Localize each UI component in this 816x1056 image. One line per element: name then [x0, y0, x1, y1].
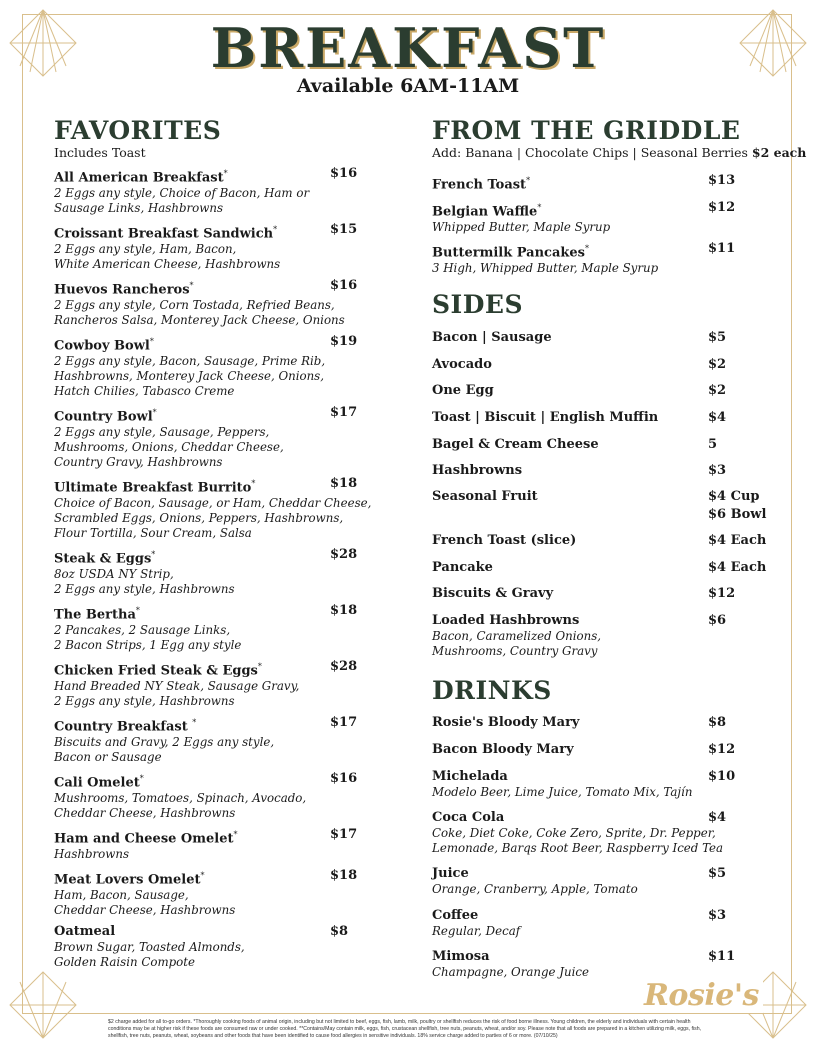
- favorites-item-price-value: $15: [330, 222, 358, 237]
- sides-item-price-value: $2: [708, 357, 727, 372]
- sides-item-price: [708, 410, 726, 426]
- drinks-item-description: Regular, Decaf: [432, 924, 521, 938]
- favorites-item-price-value: $18: [330, 476, 358, 491]
- sides-item: [432, 463, 522, 479]
- griddle-item-price: [708, 241, 735, 257]
- drinks-item-description: Champagne, Orange Juice: [432, 965, 589, 979]
- drinks-item-description: Lemonade, Barqs Root Beer, Raspberry Iced Tea: [432, 841, 724, 855]
- favorites-item-price: [330, 547, 357, 563]
- favorites-item-name: [54, 827, 238, 847]
- favorites-item-price: [330, 924, 348, 940]
- favorites-item-name: [54, 715, 274, 735]
- sides-item: [432, 330, 552, 346]
- drinks-item-price-value: $5: [708, 866, 727, 881]
- drinks-item-price-value: $10: [708, 769, 736, 784]
- favorites-item-price-value: $18: [330, 868, 358, 883]
- sides-item-price-value-2: $6 Bowl: [708, 507, 767, 522]
- favorites-item-description: 2 Eggs any style, Ham, Bacon,: [54, 242, 237, 257]
- drinks-item: [432, 742, 574, 758]
- corner-ornament-bottom-left: [8, 970, 78, 1040]
- favorites-item-description: Golden Raisin Compote: [54, 955, 196, 969]
- favorites-item-price-value: $16: [330, 166, 358, 181]
- griddle-item-name: [432, 200, 610, 220]
- sides-item-price: [708, 357, 726, 373]
- sides-item-price-value: $3: [708, 463, 727, 478]
- griddle-item-name: [432, 173, 530, 193]
- sides-item: [432, 586, 553, 602]
- asterisk-mark: *: [526, 176, 531, 185]
- favorites-item-price-value: $17: [330, 405, 358, 420]
- favorites-item-description: 8oz USDA NY Strip,: [54, 567, 174, 582]
- favorites-item-description: Scrambled Eggs, Onions, Peppers, Hashbrowns,: [54, 511, 344, 526]
- drinks-item-name: [432, 908, 520, 924]
- favorites-title: FAVORITES: [54, 116, 222, 145]
- drinks-item: [432, 810, 723, 856]
- sides-item-name: [432, 560, 493, 576]
- favorites-item: [54, 278, 345, 328]
- griddle-item-name: [432, 241, 658, 261]
- favorites-item: [54, 222, 280, 272]
- drinks-item-name-text: Mimosa: [432, 949, 490, 964]
- favorites-item-description: Rancheros Salsa, Monterey Jack Cheese, Onions: [54, 313, 345, 328]
- drinks-item-name-text: Coffee: [432, 908, 479, 923]
- asterisk-mark: *: [273, 225, 278, 234]
- favorites-item-description: Hatch Chilies, Tabasco Creme: [54, 384, 235, 399]
- griddle-item-price: [708, 173, 735, 189]
- favorites-item-price-value: $8: [330, 924, 349, 939]
- drinks-item-price: [708, 769, 735, 785]
- favorites-item-description: 2 Eggs any style, Corn Tostada, Refried Beans,: [54, 298, 335, 313]
- favorites-item-description: White American Cheese, Hashbrowns: [54, 257, 281, 272]
- sides-item-name: [432, 463, 522, 479]
- drinks-item: [432, 715, 579, 731]
- drinks-item-price-value: $4: [708, 810, 727, 825]
- favorites-item: [54, 334, 325, 399]
- favorites-item-description: Sausage Links, Hashbrowns: [54, 201, 224, 216]
- drinks-item-name-text: Michelada: [432, 769, 508, 784]
- favorites-item-description: 2 Eggs any style, Hashbrowns: [54, 694, 235, 709]
- favorites-item-name: [54, 659, 299, 679]
- drinks-item-description: Coke, Diet Coke, Coke Zero, Sprite, Dr. Pepper,: [432, 826, 716, 840]
- drinks-item: [432, 866, 638, 897]
- favorites-item: [54, 547, 235, 597]
- favorites-item-name: [54, 603, 241, 623]
- favorites-item-name: [54, 771, 306, 791]
- sides-item-price: [708, 489, 766, 523]
- sides-item: [432, 613, 601, 659]
- drinks-item-name-text: Juice: [432, 866, 469, 881]
- favorites-item: [54, 924, 245, 970]
- favorites-item: [54, 603, 241, 653]
- favorites-item-name-text: Croissant Breakfast Sandwich: [54, 226, 274, 242]
- sides-item-name: [432, 489, 538, 505]
- sides-item: [432, 489, 538, 505]
- favorites-item-name-text: Chicken Fried Steak & Eggs: [54, 663, 258, 679]
- drinks-item-name: [432, 742, 574, 758]
- griddle-item-description: 3 High, Whipped Butter, Maple Syrup: [432, 261, 659, 276]
- favorites-note: Includes Toast: [54, 145, 146, 160]
- favorites-item-name: [54, 405, 284, 425]
- sides-item-name-text: Biscuits & Gravy: [432, 586, 554, 601]
- favorites-item-description: Biscuits and Gravy, 2 Eggs any style,: [54, 735, 275, 750]
- griddle-item-price: [708, 200, 735, 216]
- sides-item-price: [708, 613, 726, 629]
- sides-item-name: [432, 410, 658, 426]
- favorites-item-description: Flour Tortilla, Sour Cream, Salsa: [54, 526, 252, 541]
- drinks-item: [432, 908, 520, 939]
- sides-item-name: [432, 613, 601, 629]
- favorites-item-price: [330, 278, 357, 294]
- favorites-item-name-text: Oatmeal: [54, 924, 116, 939]
- griddle-note: [432, 145, 806, 160]
- sides-item-price: [708, 330, 726, 346]
- favorites-item-price-value: $17: [330, 715, 358, 730]
- favorites-item-price: [330, 659, 357, 675]
- rosies-logo: Rosie's: [640, 978, 763, 1013]
- favorites-item-price-value: $16: [330, 278, 358, 293]
- favorites-item-description: 2 Bacon Strips, 1 Egg any style: [54, 638, 242, 653]
- favorites-item-description: Mushrooms, Tomatoes, Spinach, Avocado,: [54, 791, 307, 806]
- page-subtitle: Available 6AM-11AM: [296, 75, 520, 97]
- favorites-item-price: [330, 715, 357, 731]
- favorites-item-name-text: Huevos Rancheros: [54, 282, 190, 298]
- asterisk-mark: *: [135, 606, 140, 615]
- drinks-item-name: [432, 949, 589, 965]
- favorites-item: [54, 476, 371, 541]
- sides-item-name: [432, 586, 553, 602]
- drinks-item-price-value: $3: [708, 908, 727, 923]
- favorites-item-name-text: Meat Lovers Omelet: [54, 872, 201, 888]
- sides-item-price-value: $6: [708, 613, 727, 628]
- favorites-item-description: 2 Eggs any style, Hashbrowns: [54, 582, 235, 597]
- sides-item-name-text: Bagel & Cream Cheese: [432, 437, 599, 452]
- favorites-item-name-text: Country Breakfast: [54, 719, 193, 735]
- drinks-item-description: Modelo Beer, Lime Juice, Tomato Mix, Tajín: [432, 785, 693, 799]
- drinks-item-name-text: Bacon Bloody Mary: [432, 742, 574, 757]
- page-title: BREAKFAST: [210, 16, 606, 80]
- asterisk-mark: *: [233, 830, 238, 839]
- griddle-item-price-value: $12: [708, 200, 736, 215]
- drinks-item-price: [708, 742, 735, 758]
- sides-item-price: [708, 463, 726, 479]
- sides-item-description: Mushrooms, Country Gravy: [432, 644, 598, 658]
- favorites-item-description: Mushrooms, Onions, Cheddar Cheese,: [54, 440, 284, 455]
- sides-item-name: [432, 330, 552, 346]
- drinks-item-price: [708, 810, 726, 826]
- sides-item-name: [432, 533, 576, 549]
- sides-item-price-value: $5: [708, 330, 727, 345]
- griddle-title: FROM THE GRIDDLE: [432, 116, 741, 145]
- griddle-note-text: Add: Banana | Chocolate Chips | Seasonal Berries: [432, 145, 748, 160]
- sides-item-name-text: Hashbrowns: [432, 463, 523, 478]
- favorites-item-price: [330, 334, 357, 350]
- griddle-item-description: Whipped Butter, Maple Syrup: [432, 220, 611, 235]
- sides-item: [432, 357, 492, 373]
- drinks-item-name-text: Coca Cola: [432, 810, 505, 825]
- sides-item: [432, 437, 599, 453]
- griddle-item-name-text: Belgian Waffle: [432, 204, 538, 220]
- sides-item-price: [708, 586, 735, 602]
- drinks-item-price: [708, 866, 726, 882]
- favorites-item-description: Cheddar Cheese, Hashbrowns: [54, 903, 236, 918]
- favorites-item-name-text: Ham and Cheese Omelet: [54, 831, 234, 847]
- sides-item-price-value: $4 Each: [708, 560, 767, 575]
- drinks-item: [432, 949, 589, 980]
- drinks-item-price-value: $12: [708, 742, 736, 757]
- sides-item-price: [708, 437, 717, 453]
- sides-item: [432, 533, 576, 549]
- favorites-item: [54, 868, 235, 918]
- favorites-item-description: 2 Eggs any style, Bacon, Sausage, Prime Rib,: [54, 354, 326, 369]
- favorites-item-name: [54, 278, 345, 298]
- asterisk-mark: *: [152, 408, 157, 417]
- favorites-item-price-value: $16: [330, 771, 358, 786]
- sides-item-name-text: Seasonal Fruit: [432, 489, 538, 504]
- griddle-item-name-text: French Toast: [432, 177, 527, 193]
- sides-item-name-text: French Toast (slice): [432, 533, 577, 548]
- asterisk-mark: *: [537, 203, 542, 212]
- sides-item-price: [708, 560, 766, 576]
- sides-item-price-value: $4 Cup: [708, 489, 760, 504]
- sides-item-name: [432, 383, 494, 399]
- sides-item-price-value: $12: [708, 586, 736, 601]
- sides-title: SIDES: [432, 290, 524, 319]
- favorites-item-price: [330, 603, 357, 619]
- favorites-item-name: [54, 222, 280, 242]
- drinks-item-price-value: $11: [708, 949, 736, 964]
- sides-item-name-text: Avocado: [432, 357, 492, 372]
- favorites-item-price-value: $19: [330, 334, 358, 349]
- favorites-item-name-text: Cowboy Bowl: [54, 338, 150, 354]
- favorites-item-name-text: Country Bowl: [54, 409, 153, 425]
- griddle-item-name-text: Buttermilk Pancakes: [432, 245, 585, 261]
- favorites-item-description: 2 Pancakes, 2 Sausage Links,: [54, 623, 231, 638]
- sides-item-price-value: $2: [708, 383, 727, 398]
- favorites-item-description: Cheddar Cheese, Hashbrowns: [54, 806, 236, 821]
- favorites-item-name-text: All American Breakfast: [54, 170, 224, 186]
- asterisk-mark: *: [192, 718, 197, 727]
- favorites-item-description: Hashbrowns, Monterey Jack Cheese, Onions,: [54, 369, 324, 384]
- favorites-item-price: [330, 222, 357, 238]
- favorites-item-name: [54, 166, 309, 186]
- asterisk-mark: *: [189, 281, 194, 290]
- favorites-item-name: [54, 547, 235, 567]
- asterisk-mark: *: [251, 479, 256, 488]
- asterisk-mark: *: [151, 550, 156, 559]
- favorites-item-description: Ham, Bacon, Sausage,: [54, 888, 189, 903]
- sides-item-price: [708, 533, 766, 549]
- sides-item-name: [432, 357, 492, 373]
- favorites-item-name-text: Steak & Eggs: [54, 551, 152, 567]
- sides-item-name-text: One Egg: [432, 383, 494, 398]
- favorites-item-description: 2 Eggs any style, Sausage, Peppers,: [54, 425, 270, 440]
- favorites-item-description: Hand Breaded NY Steak, Sausage Gravy,: [54, 679, 300, 694]
- sides-item-name-text: Pancake: [432, 560, 493, 575]
- drinks-item-name: [432, 866, 638, 882]
- asterisk-mark: *: [200, 871, 205, 880]
- griddle-item-price-value: $11: [708, 241, 736, 256]
- favorites-item: [54, 715, 274, 765]
- griddle-item-price-value: $13: [708, 173, 736, 188]
- favorites-item-price-value: $28: [330, 659, 358, 674]
- drinks-item-price-value: $8: [708, 715, 727, 730]
- favorites-item: [54, 771, 306, 821]
- griddle-item: [432, 200, 610, 235]
- drinks-title: DRINKS: [432, 676, 552, 705]
- favorites-item: [54, 659, 299, 709]
- sides-item-name-text: Bacon | Sausage: [432, 330, 552, 345]
- drinks-item-price: [708, 949, 735, 965]
- drinks-item-description: Orange, Cranberry, Apple, Tomato: [432, 882, 638, 896]
- sides-item-name: [432, 437, 599, 453]
- asterisk-mark: *: [139, 774, 144, 783]
- favorites-item-name: [54, 334, 325, 354]
- sides-item-price: [708, 383, 726, 399]
- sides-item-name-text: Loaded Hashbrowns: [432, 613, 580, 628]
- favorites-item-name: [54, 868, 235, 888]
- asterisk-mark: *: [149, 337, 154, 346]
- drinks-item-name: [432, 715, 579, 731]
- favorites-item-price: [330, 476, 357, 492]
- favorites-item-name-text: The Bertha: [54, 607, 136, 623]
- favorites-item-description: 2 Eggs any style, Choice of Bacon, Ham or: [54, 186, 310, 201]
- favorites-item-price-value: $28: [330, 547, 358, 562]
- favorites-item-price: [330, 771, 357, 787]
- sides-item: [432, 560, 493, 576]
- favorites-item-price: [330, 405, 357, 421]
- sides-item: [432, 383, 494, 399]
- griddle-item: [432, 173, 530, 193]
- favorites-item-description: Choice of Bacon, Sausage, or Ham, Cheddar Cheese,: [54, 496, 372, 511]
- sides-item-price-value: $4 Each: [708, 533, 767, 548]
- griddle-note-price: $2 each: [751, 145, 807, 160]
- favorites-item-description: Brown Sugar, Toasted Almonds,: [54, 940, 245, 954]
- drinks-item-name: [432, 810, 723, 826]
- sides-item-price-value: 5: [708, 437, 718, 452]
- sides-item-description: Bacon, Caramelized Onions,: [432, 629, 601, 643]
- drinks-item-price: [708, 908, 726, 924]
- favorites-item-price: [330, 166, 357, 182]
- favorites-item-price: [330, 827, 357, 843]
- asterisk-mark: *: [257, 662, 262, 671]
- favorites-item-price: [330, 868, 357, 884]
- sides-item-price-value: $4: [708, 410, 727, 425]
- asterisk-mark: *: [223, 169, 228, 178]
- favorites-item: [54, 827, 238, 862]
- asterisk-mark: *: [584, 244, 589, 253]
- sides-item: [432, 410, 658, 426]
- favorites-item-name-text: Ultimate Breakfast Burrito: [54, 480, 252, 496]
- griddle-item: [432, 241, 658, 276]
- favorites-item: [54, 166, 309, 216]
- favorites-item-name-text: Cali Omelet: [54, 775, 140, 791]
- drinks-item-price: [708, 715, 726, 731]
- drinks-item-name-text: Rosie's Bloody Mary: [432, 715, 580, 730]
- drinks-item-name: [432, 769, 692, 785]
- favorites-item-description: Bacon or Sausage: [54, 750, 162, 765]
- favorites-item: [54, 405, 284, 470]
- favorites-item-price-value: $18: [330, 603, 358, 618]
- favorites-item-name: [54, 924, 245, 940]
- favorites-item-name: [54, 476, 371, 496]
- sides-item-name-text: Toast | Biscuit | English Muffin: [432, 410, 659, 425]
- favorites-item-price-value: $17: [330, 827, 358, 842]
- drinks-item: [432, 769, 692, 800]
- footer-disclaimer: $2 charge added for all to-go orders. *Thoroughly cooking foods of animal origin, including but not limited to beef, eggs, fish, lamb, milk, poultry or shellfish reduces the risk of food borne illness. Young children, the elderly and individuals with certain health conditions may be at higher risk if these foods are consumed raw or under cooked. **Contains/May contain milk, eggs, fish, crustacean shellfish, tree nuts, peanuts, wheat, and/or soy. Please note that all foods are prepared in a kitchen utilizing milk, eggs, fish, shellfish, tree nuts, peanuts, wheat, soybeans and other foods that have been identified to cause food allergies in sensitive individuals. 18% service charge added to parties of 6 or more. (07/10/25): [108, 1019, 702, 1039]
- favorites-item-description: Country Gravy, Hashbrowns: [54, 455, 223, 470]
- favorites-item-description: Hashbrowns: [54, 847, 130, 862]
